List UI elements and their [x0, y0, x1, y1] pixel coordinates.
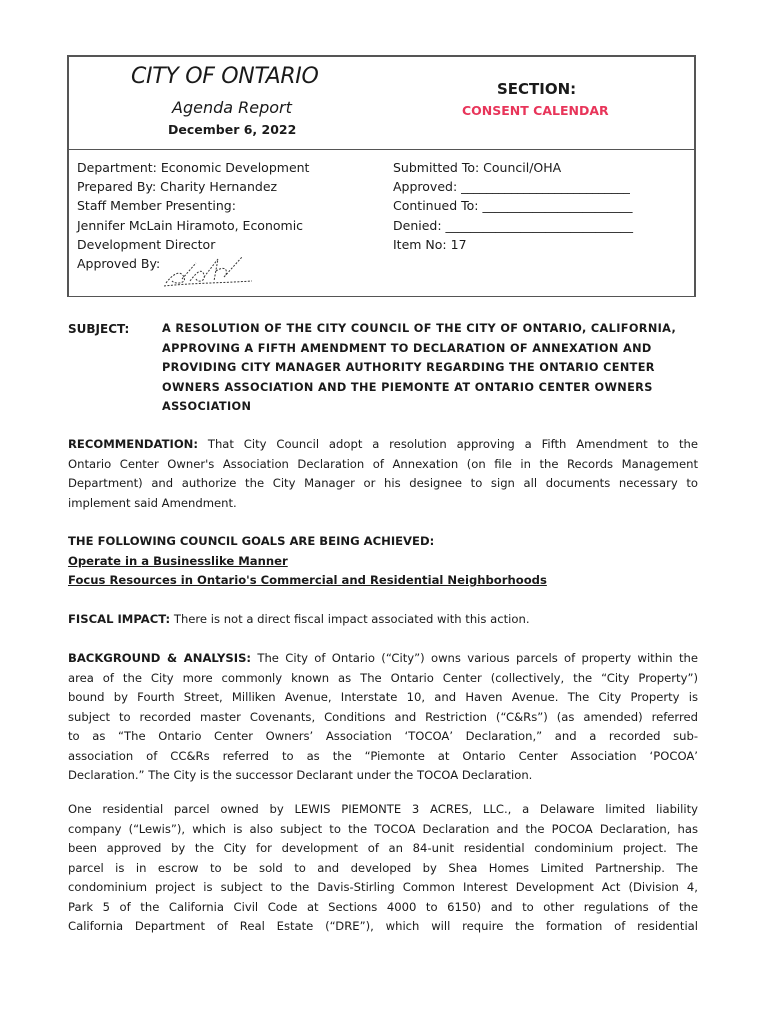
fiscal-impact-text: There is not a direct fiscal impact associated with this action. — [170, 612, 530, 626]
background-line: area of the City more commonly known as The Ontario Center (collectively, the “City Property”) — [68, 670, 698, 685]
approved-by-line: Approved By: — [77, 256, 161, 271]
background-text: The City of Ontario (“City”) owns various parcels of property within the — [251, 651, 698, 665]
fiscal-impact-line — [68, 610, 530, 630]
department-line: Department: Economic Development — [77, 160, 310, 175]
subject-line: A RESOLUTION OF THE CITY COUNCIL OF THE CITY OF ONTARIO, CALIFORNIA, — [162, 322, 677, 335]
paragraph-line: been approved by the City for development of an 84-unit residential condominium project. The — [68, 841, 698, 855]
continued-to-line: Continued To: ________________________ — [393, 198, 633, 213]
recommendation-line: Ontario Center Owner's Association Declaration of Annexation (on file in the Records Management — [68, 456, 698, 471]
denied-line: Denied: ______________________________ — [393, 218, 634, 233]
background-line: bound by Fourth Street, Milliken Avenue, Interstate 10, and Haven Avenue. The City Property is — [68, 690, 698, 704]
goal-item: Operate in a Businesslike Manner — [68, 553, 288, 568]
subject-label: SUBJECT: — [68, 322, 130, 336]
subject-line: PROVIDING CITY MANAGER AUTHORITY REGARDING THE ONTARIO CENTER — [162, 361, 655, 374]
city-title: CITY OF ONTARIO — [131, 64, 319, 89]
recommendation-text: That City Council adopt a resolution approving a Fifth Amendment to the — [198, 437, 698, 451]
prepared-by-line: Prepared By: Charity Hernandez — [77, 179, 278, 194]
paragraph-line: California Department of Real Estate (“DRE”), which will require the formation of residential — [68, 919, 698, 933]
staff-name-line-1: Jennifer McLain Hiramoto, Economic — [77, 218, 304, 233]
report-date: December 6, 2022 — [168, 122, 297, 137]
section-label: SECTION: — [497, 80, 577, 98]
recommendation-line: Department) and authorize the City Manager or his designee to sign all documents necessary to — [68, 476, 698, 490]
submitted-to-line: Submitted To: Council/OHA — [393, 160, 562, 175]
subject-line: APPROVING A FIFTH AMENDMENT TO DECLARATION OF ANNEXATION AND — [162, 341, 652, 355]
section-value: CONSENT CALENDAR — [462, 103, 609, 118]
paragraph-line: parcel is in escrow to be sold to and developed by Shea Homes Limited Partnership. The — [68, 860, 698, 875]
fiscal-impact-label: FISCAL IMPACT: — [68, 612, 171, 626]
signature-mark — [162, 253, 254, 289]
recommendation-line — [68, 435, 698, 455]
background-line: to as “The Ontario Center Owners’ Association ‘TOCOA’ Declaration,” and a recorded sub- — [68, 729, 698, 743]
recommendation-line: implement said Amendment. — [68, 495, 237, 510]
paragraph-line: company (“Lewis”), which is also subject to the TOCOA Declaration and the POCOA Declaration, has — [68, 821, 698, 836]
header-divider — [69, 149, 694, 150]
background-line — [68, 649, 698, 669]
staff-name-line-2: Development Director — [77, 237, 216, 252]
approved-line: Approved: ___________________________ — [393, 179, 630, 194]
paragraph-line: One residential parcel owned by LEWIS PIEMONTE 3 ACRES, LLC., a Delaware limited liability — [68, 802, 698, 816]
background-line: association of CC&Rs referred to as the “Piemonte at Ontario Center Association ‘POCOA’ — [68, 748, 698, 763]
subject-line: OWNERS ASSOCIATION AND THE PIEMONTE AT ONTARIO CENTER OWNERS — [162, 380, 653, 394]
staff-presenting-line: Staff Member Presenting: — [77, 198, 236, 213]
recommendation-label: RECOMMENDATION: — [68, 437, 199, 451]
paragraph-line: Park 5 of the California Civil Code at Sections 4000 to 6150) and to other regulations of the — [68, 899, 698, 914]
background-line: subject to recorded master Covenants, Conditions and Restriction (“C&Rs”) (as amended) referred — [68, 709, 698, 724]
goals-heading: THE FOLLOWING COUNCIL GOALS ARE BEING ACHIEVED: — [68, 534, 435, 548]
agenda-report-label: Agenda Report — [172, 98, 292, 117]
background-label: BACKGROUND & ANALYSIS: — [68, 651, 252, 665]
paragraph-line: condominium project is subject to the Davis-Stirling Common Interest Development Act (Division 4, — [68, 880, 698, 894]
subject-line: ASSOCIATION — [162, 400, 252, 413]
background-line: Declaration.” The City is the successor Declarant under the TOCOA Declaration. — [68, 768, 533, 782]
item-number-line: Item No: 17 — [393, 237, 467, 252]
goal-item: Focus Resources in Ontario's Commercial and Residential Neighborhoods — [68, 573, 547, 587]
